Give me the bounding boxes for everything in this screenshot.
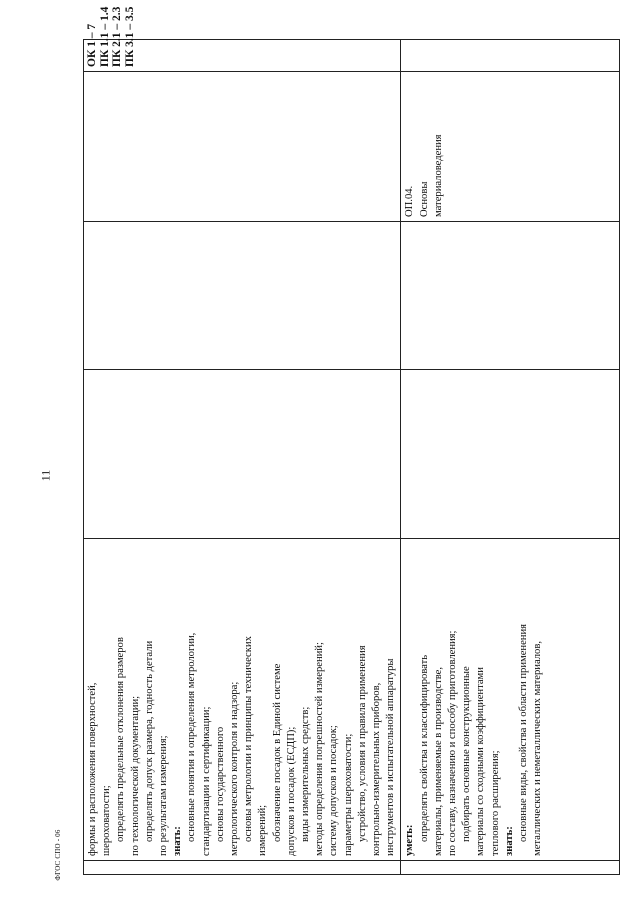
hours-max-cell [84,370,401,539]
discipline-line: ОП.04. [404,185,416,217]
text-line: шероховатости; [101,785,113,856]
text-line: параметры шероховатости; [342,733,354,856]
text-line: инструментов и испытательной аппаратуры [385,658,397,856]
hours-mandatory-cell [84,222,401,370]
text-line: основы метрологии и принципы технических [243,636,255,842]
competency-code: ОК 1 – 7 [86,23,98,67]
text-line: материалы, применяемые в производстве, [432,666,444,856]
row-index-cell [401,861,620,875]
page-number: 11 [38,469,53,482]
text-line: основные понятия и определения метрологии, [186,632,198,842]
discipline-cell [84,72,401,222]
competency-code: ПК 1.1 – 1.4 [98,6,111,67]
text-line: измерений; [257,804,269,856]
table-row [401,40,620,875]
hours-max-cell [401,370,620,539]
text-line: контрольно-измерительных приборов, [371,682,383,856]
text-line: основные виды, свойства и области применения [518,624,530,842]
competency-codes-cell [401,40,620,72]
text-line: металлических и неметаллических материалов, [532,641,544,856]
requirements-cell [401,539,620,861]
text-line: определять допуск размера, годность детали [143,640,155,842]
footer-code: ФГОС СПО - 06 [54,829,62,881]
text-line: по результатам измерения; [158,735,170,856]
requirements-cell [84,539,401,861]
table-row [84,40,401,875]
text-line: систему допусков и посадок; [328,725,340,856]
text-line: основы государственного [214,726,226,842]
text-line: устройство, условия и правила применения [356,645,368,842]
discipline-cell [401,72,620,222]
text-line: по составу, назначению и способу приготовления; [447,630,459,856]
competency-codes-cell [84,6,401,72]
section-label: знать: [503,826,515,856]
text-line: методы определения погрешностей измерений; [314,642,326,856]
text-line: стандартизации и сертификации; [200,706,212,856]
text-line: материалы со сходными коэффициентами [475,667,487,856]
text-line: формы и расположения поверхностей, [87,682,98,856]
hours-mandatory-cell [401,222,620,370]
discipline-line: Основы [418,181,430,217]
text-line: подбирать основные конструкционные [461,666,473,842]
text-line: метрологического контроля и надзора; [229,681,241,856]
text-line: определять свойства и классифицировать [418,654,430,842]
section-label: знать: [172,826,184,856]
text-line: виды измерительных средств; [300,706,312,842]
row-index-cell [84,861,401,875]
text-line: обозначение посадок в Единой системе [271,663,283,842]
text-line: теплового расширения; [489,750,501,856]
competency-code: ПК 3.1 – 3.5 [123,6,136,67]
competency-code: ПК 2.1 – 2.3 [111,6,123,67]
text-line: определять предельные отклонения размеров [115,637,127,842]
standard-table [83,6,608,875]
section-label: уметь: [404,824,416,856]
text-line: по технологической документации; [129,695,141,856]
discipline-line: материаловедения [432,134,444,217]
text-line: допусков и посадок (ЕСДП); [285,726,297,856]
